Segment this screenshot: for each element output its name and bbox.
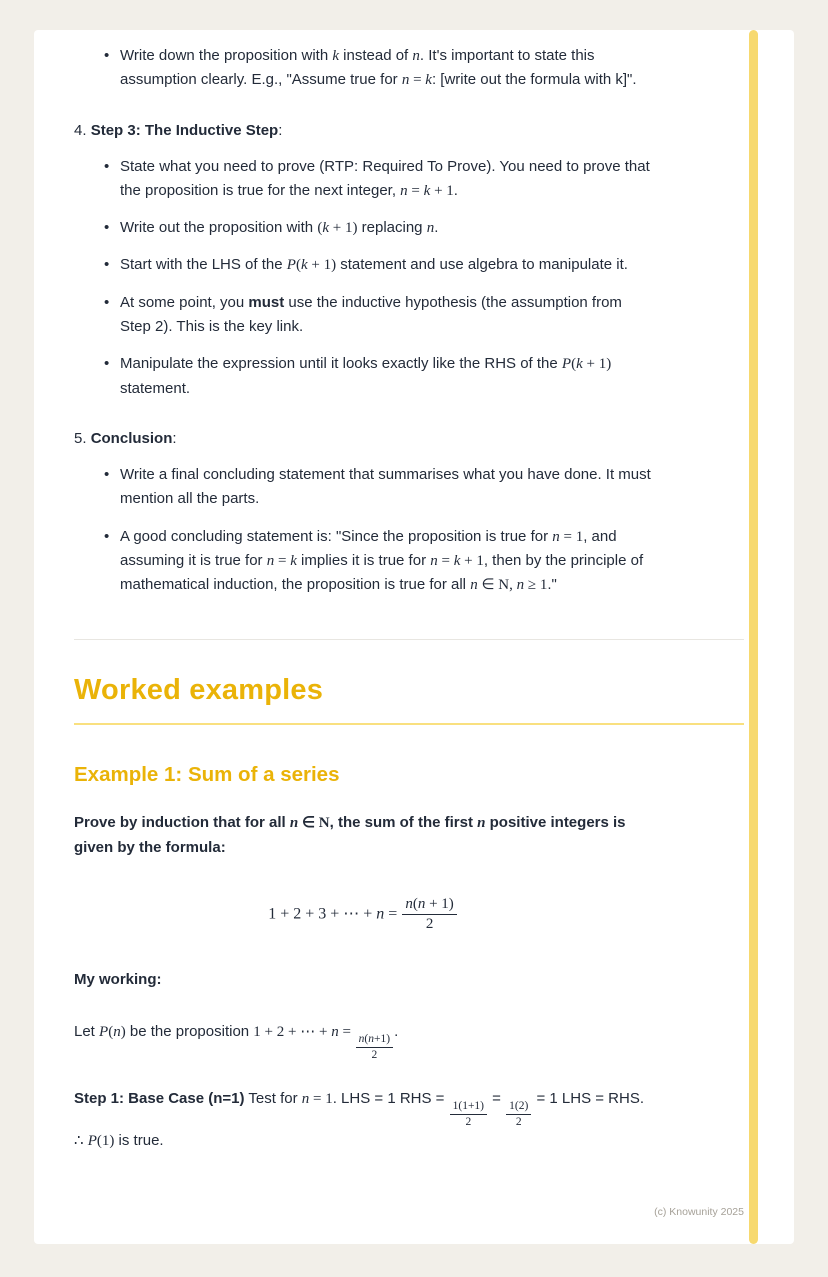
item-number: 4. — [74, 121, 91, 139]
list-item: • Start with the LHS of the P(k + 1) statement and use algebra to manipulate it. — [104, 253, 652, 277]
list-item: • Write down the proposition with k instead of n. It's important to state this assumption clearly. E.g., "Assume true for n = k: [write out the formula with k]". — [104, 44, 652, 93]
prove-statement: Prove by induction that for all n ∈ N, the sum of the first n positive integers is given by the formula: — [74, 814, 626, 856]
list-item: • A good concluding statement is: "Since the proposition is true for n = 1, and assuming it is true for n = k implies it is true for n = k + 1, then by the principle of mathematical induction, the proposition is true for all n ∈ N, n ≥ 1." — [104, 525, 652, 598]
intro-bullet-list — [104, 44, 652, 93]
document-page — [34, 30, 794, 1244]
fraction: $\frac{n(n+1)}{2}$ — [356, 1033, 393, 1062]
section-divider — [74, 639, 744, 640]
item-title: Conclusion — [90, 429, 173, 447]
let-proposition: Let P(n) be the proposition 1 + 2 + ⋯ + n = $\frac{n(n+1)}{2}$ . — [74, 1022, 399, 1062]
list-item: • Write out the proposition with (k + 1) replacing n. — [104, 216, 652, 240]
list-item: • Manipulate the expression until it looks exactly like the RHS of the P(k + 1) statement. — [104, 352, 652, 401]
step1-base-case: Step 1: Base Case (n=1) Test for n = 1. LHS = 1 RHS = $\frac{1(1+1)}{2}$ = $\frac{1(2)}{2}$ = 1 LHS = RHS. ∴ P(1) is true. — [74, 1089, 645, 1150]
numbered-item-title: 5. Conclusion: — [74, 429, 177, 447]
list-item: • Write a final concluding statement that summarises what you have done. It must mention all the parts. — [104, 463, 652, 512]
section-heading: Worked examples — [74, 674, 324, 707]
numbered-item-title: 4. Step 3: The Inductive Step: — [74, 121, 283, 139]
heading-underline — [74, 723, 744, 725]
list-item: • State what you need to prove (RTP: Required To Prove). You need to prove that the proposition is true for the next integer, n = k + 1. — [104, 155, 652, 204]
list-item: • At some point, you must use the inductive hypothesis (the assumption from Step 2). This is the key link. — [104, 291, 652, 340]
numbered-list — [74, 119, 654, 598]
fraction: $\frac{1(2)}{2}$ — [506, 1100, 531, 1129]
my-working-label: My working: — [74, 970, 162, 988]
numbered-item — [74, 119, 654, 401]
right-accent-stripe — [749, 30, 758, 1244]
item-bullet-list — [104, 155, 652, 401]
item-title: Step 3: The Inductive Step — [90, 121, 279, 139]
fraction: $\frac{n(n + 1)}{2}$ — [402, 896, 456, 934]
display-equation: 1 + 2 + 3 + ⋯ + n = $\frac{n(n + 1)}{2}$ — [74, 896, 652, 934]
item-number: 5. — [74, 429, 91, 447]
example-heading: Example 1: Sum of a series — [74, 763, 340, 787]
copyright-footer: (c) Knowunity 2025 — [654, 1205, 744, 1218]
fraction: $\frac{1(1+1)}{2}$ — [450, 1100, 487, 1129]
item-bullet-list — [104, 463, 652, 597]
page-content — [34, 30, 704, 1244]
numbered-item — [74, 427, 654, 597]
